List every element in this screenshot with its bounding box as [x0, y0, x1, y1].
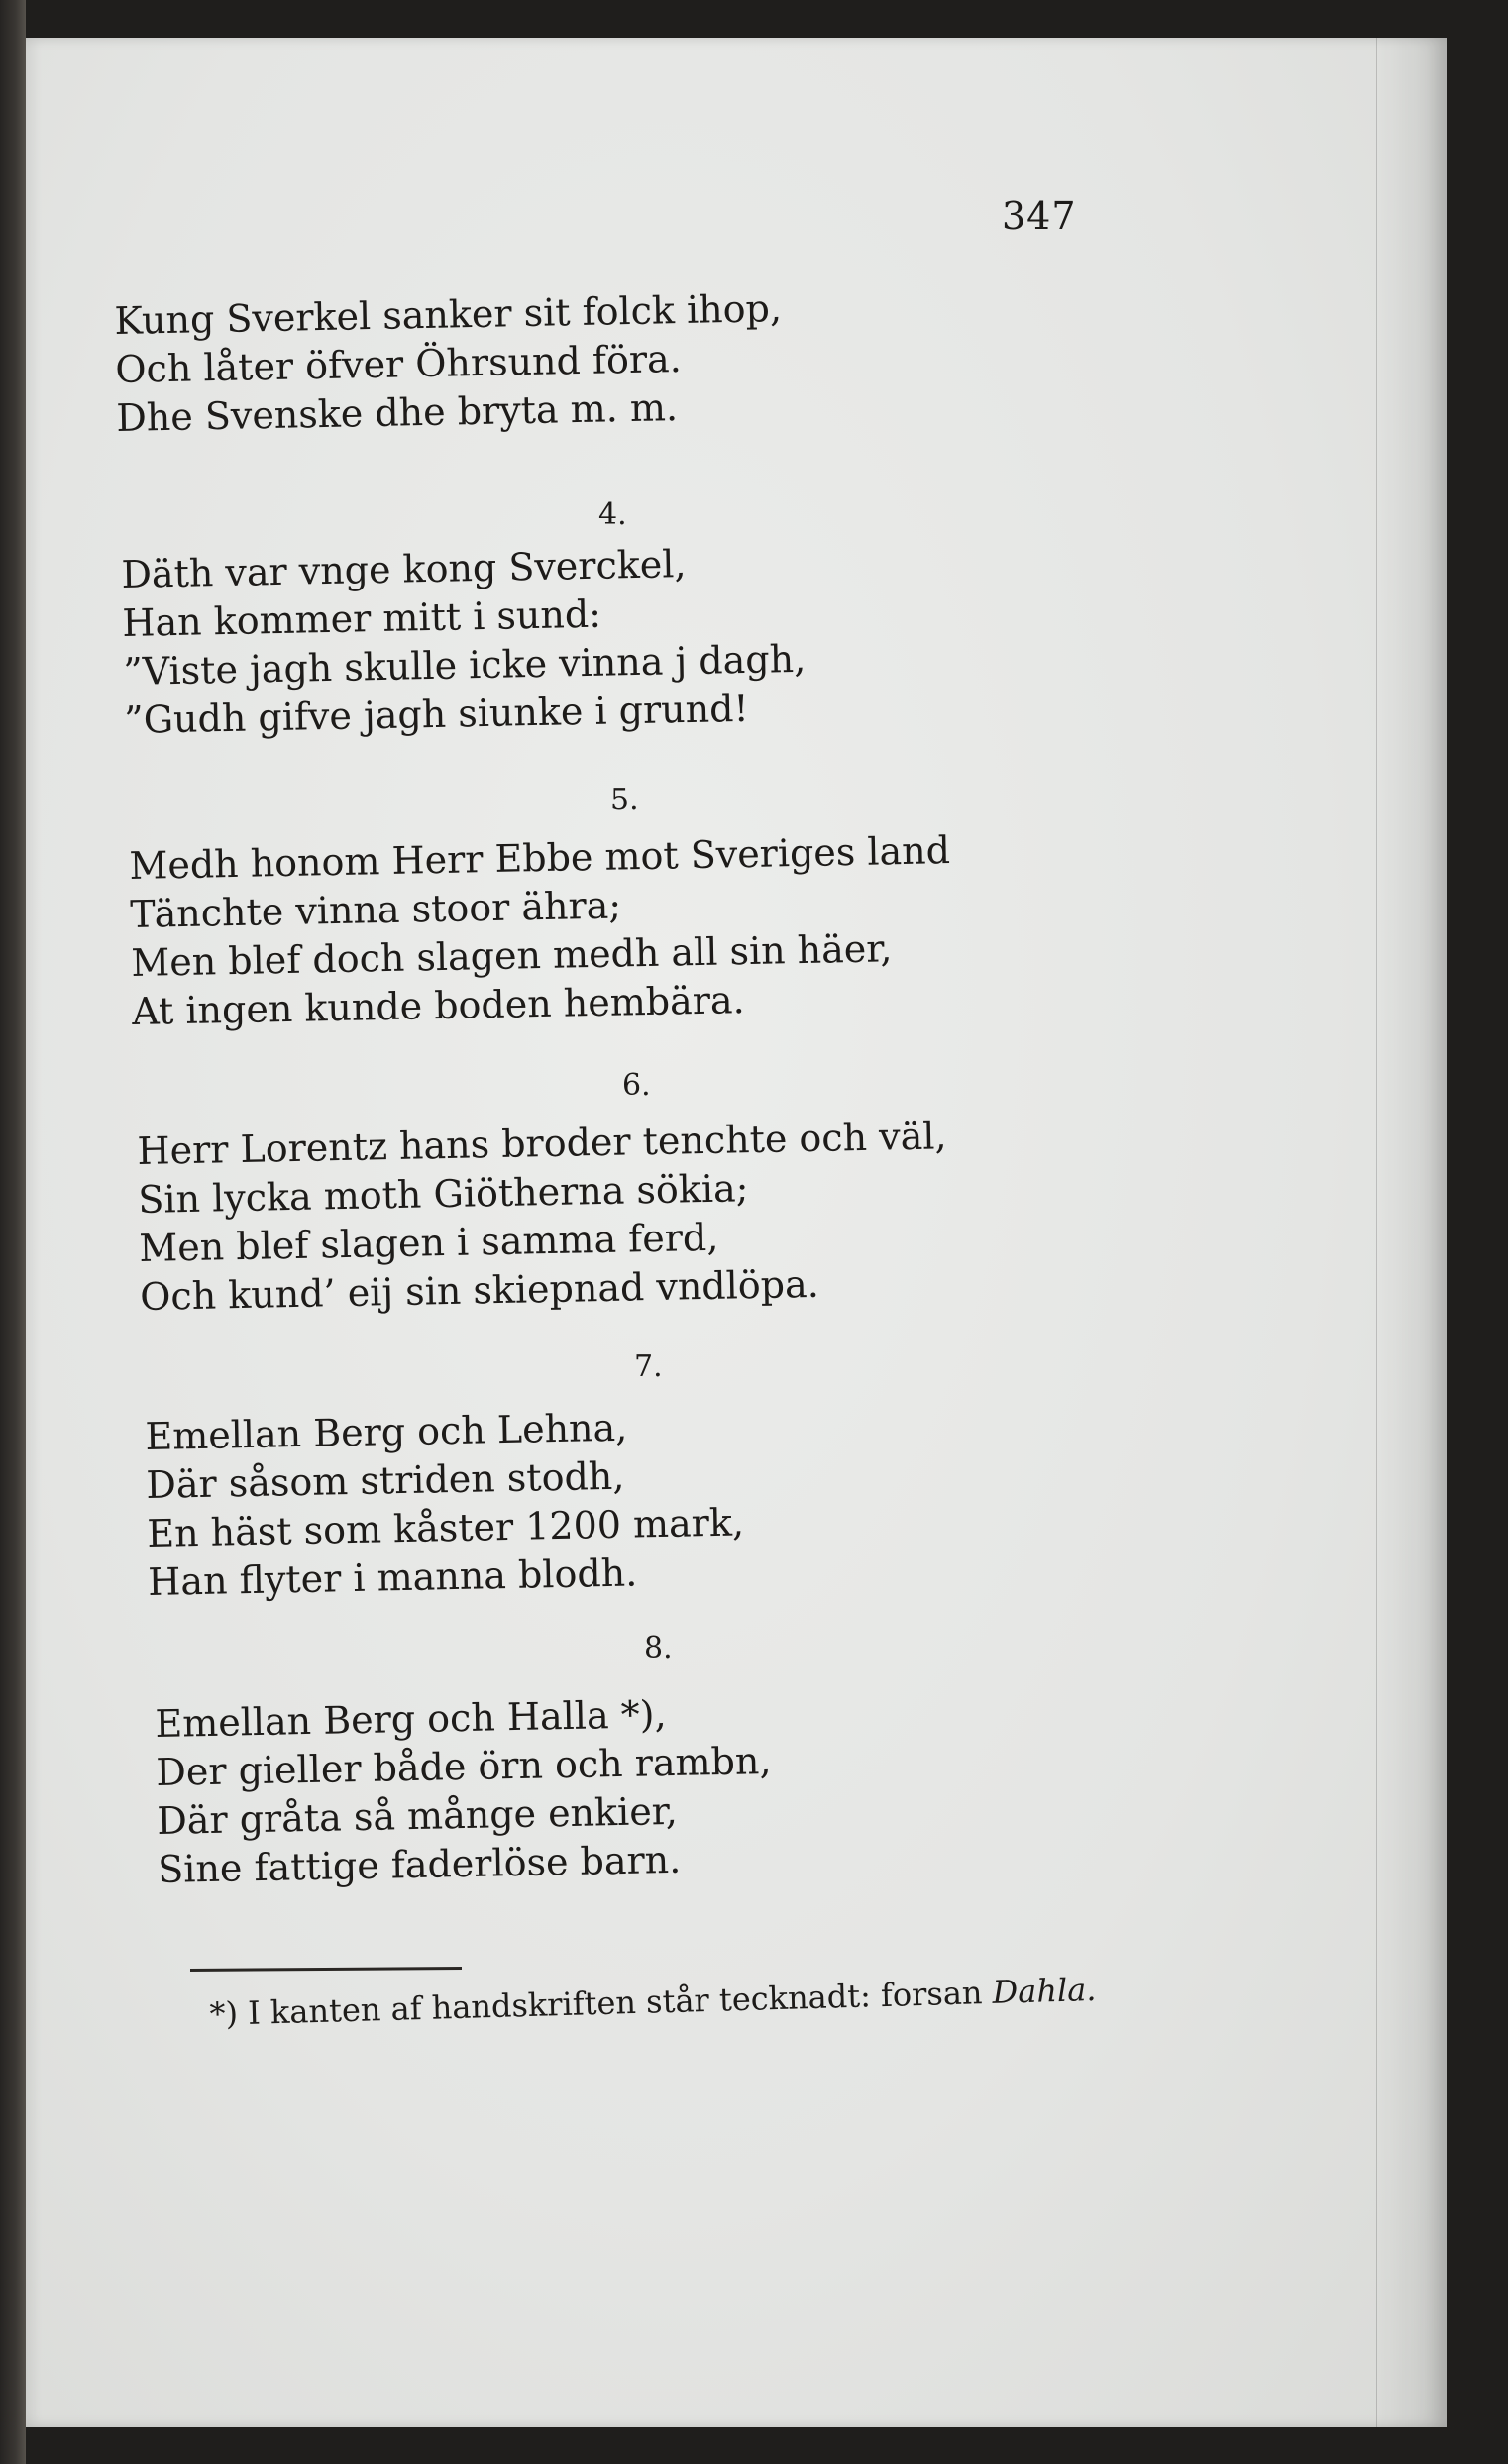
verse-line: Han kommer mitt i sund: [121, 591, 602, 645]
verse-line: Och låter öfver Öhrsund föra. [114, 337, 683, 391]
stanza-8 [155, 1688, 774, 1894]
verse-line: Men blef slagen i samma ferd, [138, 1215, 719, 1270]
page-edge-shadow [1376, 38, 1447, 2427]
verse-line: Sin lycka moth Giötherna sökia; [137, 1166, 749, 1222]
stanza-number: 8. [644, 1631, 673, 1665]
footnote-text: I kanten af handskriften står tecknadt: forsan [247, 1974, 983, 2032]
verse-line: Han flyter i manna blodh. [147, 1551, 638, 1604]
stanza-number: 7. [634, 1349, 663, 1384]
footnote-marker: *) [209, 1994, 239, 2033]
stanza-5 [129, 826, 953, 1036]
verse-line: At ingen kunde boden hembära. [131, 978, 746, 1033]
verse-line: Däth var vnge kong Sverckel, [121, 542, 687, 596]
verse-line: Kung Sverkel sanker sit folck ihop, [114, 286, 783, 343]
stanza-number: 6. [622, 1068, 651, 1103]
verse-line: Där gråta så månge enkier, [156, 1788, 679, 1843]
stanza-3 [114, 284, 784, 443]
page-number: 347 [1002, 194, 1077, 238]
stanza-number: 5. [610, 783, 639, 817]
verse-line: Tänchte vinna stoor ähra; [129, 883, 622, 936]
footnote [209, 1971, 1097, 2033]
stanza-number: 4. [598, 497, 627, 532]
verse-line: Herr Lorentz hans broder tenchte och väl, [137, 1114, 947, 1173]
verse-line: Dhe Svenske dhe bryta m. m. [115, 385, 679, 440]
verse-line: ”Gudh gifve jagh siunke i grund! [123, 686, 750, 742]
stanza-6 [137, 1112, 950, 1322]
verse-line: Och kund’ eij sin skiepnad vndlöpa. [139, 1261, 820, 1319]
stanza-4 [121, 538, 808, 745]
verse-line: Medh honom Herr Ebbe mot Sveriges land [129, 828, 951, 888]
footnote-italic: Dahla. [992, 1971, 1097, 2011]
verse-line: Emellan Berg och Lehna, [145, 1405, 628, 1458]
verse-line: Emellan Berg och Halla *), [155, 1692, 668, 1746]
stanza-7 [145, 1401, 745, 1607]
adjacent-page-edge [0, 0, 26, 2464]
verse-line: En häst som kåster 1200 mark, [146, 1500, 745, 1555]
verse-line: Sine fattige faderlöse barn. [157, 1837, 682, 1891]
footnote-divider [190, 1967, 462, 1972]
verse-line: Där såsom striden stodh, [145, 1453, 625, 1507]
verse-line: ”Viste jagh skulle icke vinna j dagh, [122, 636, 807, 694]
verse-line: Men blef doch slagen medh all sin häer, [130, 926, 893, 985]
verse-line: Der gieller både örn och rambn, [155, 1739, 772, 1794]
book-page [26, 38, 1447, 2427]
